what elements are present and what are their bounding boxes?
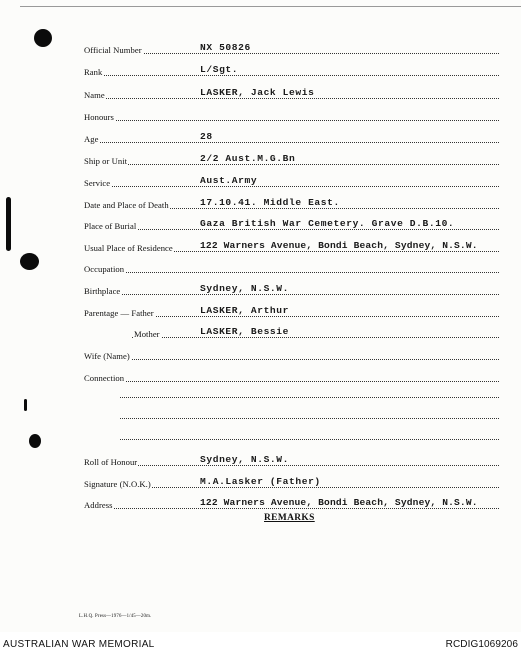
field-label: Service — [84, 178, 111, 188]
field-birthplace — [84, 279, 499, 297]
field-value: 17.10.41. Middle East. — [200, 197, 340, 208]
field-label: Name — [84, 90, 105, 100]
field-honours — [84, 105, 499, 123]
binder-hole-middle — [20, 253, 39, 270]
field-value: 28 — [200, 131, 213, 142]
field-official-number — [84, 38, 499, 56]
field-value: LASKER, Arthur — [200, 305, 290, 316]
field-value: 122 Warners Avenue, Bondi Beach, Sydney, N.S.W. — [200, 497, 478, 508]
field-value: Gaza British War Cemetery. Grave D.B.10. — [200, 218, 455, 229]
field-value: Sydney, N.S.W. — [200, 454, 290, 465]
field-address — [84, 493, 499, 511]
field-roll-of-honour — [84, 450, 499, 468]
field-label: Signature (N.O.K.) — [84, 479, 151, 489]
field-value: LASKER, Jack Lewis — [200, 87, 315, 98]
field-label: Rank — [84, 67, 103, 77]
field-label: Age — [84, 134, 99, 144]
card-top-edge — [20, 6, 521, 7]
binder-mark-upper — [6, 197, 11, 251]
connection-line — [120, 418, 499, 419]
field-label: Usual Place of Residence — [84, 243, 173, 253]
record-id: RCDIG1069206 — [445, 639, 518, 650]
field-label: Roll of Honour — [84, 457, 138, 467]
field-connection — [84, 366, 499, 384]
field-value: Sydney, N.S.W. — [200, 283, 290, 294]
field-value: 122 Warners Avenue, Bondi Beach, Sydney, N.S.W. — [200, 240, 478, 251]
field-parentage-mother — [84, 322, 499, 340]
field-occupation — [84, 257, 499, 275]
field-label: Address — [84, 500, 113, 510]
connection-line — [120, 397, 499, 398]
archive-footer — [0, 632, 521, 653]
field-rank — [84, 60, 499, 78]
press-note: L.H.Q. Press—1976—1/45—20m. — [79, 614, 152, 619]
field-ship-or-unit — [84, 149, 499, 167]
field-label: Official Number — [84, 45, 142, 55]
binder-mark-lower — [24, 399, 27, 411]
binder-hole-bottom — [29, 434, 41, 448]
institution-name: AUSTRALIAN WAR MEMORIAL — [3, 639, 155, 650]
connection-line — [120, 439, 499, 440]
field-value: LASKER, Bessie — [200, 326, 290, 337]
field-label: Birthplace — [84, 286, 121, 296]
field-age — [84, 127, 499, 145]
field-wife — [84, 344, 499, 362]
field-value: L/Sgt. — [200, 64, 239, 75]
field-signature-nok — [84, 472, 499, 490]
field-label: Place of Burial — [84, 221, 137, 231]
field-parentage-father — [84, 301, 499, 319]
field-label: Ship or Unit — [84, 156, 128, 166]
field-service — [84, 171, 499, 189]
field-value: M.A.Lasker (Father) — [200, 476, 321, 487]
field-label: Mother — [134, 329, 160, 339]
field-label: Occupation — [84, 264, 125, 274]
field-usual-residence — [84, 236, 499, 254]
remarks-heading: REMARKS — [264, 513, 315, 523]
field-value: NX 50826 — [200, 42, 251, 53]
binder-hole-top — [34, 29, 52, 47]
field-name — [84, 83, 499, 101]
field-date-place-of-death — [84, 193, 499, 211]
field-label: Parentage — Father — [84, 308, 154, 318]
field-value: 2/2 Aust.M.G.Bn — [200, 153, 296, 164]
field-label: Connection — [84, 373, 125, 383]
field-label: Honours — [84, 112, 114, 122]
field-place-of-burial — [84, 214, 499, 232]
field-value: Aust.Army — [200, 175, 258, 186]
field-label: Wife (Name) — [84, 351, 130, 361]
field-label: Date and Place of Death — [84, 200, 169, 210]
